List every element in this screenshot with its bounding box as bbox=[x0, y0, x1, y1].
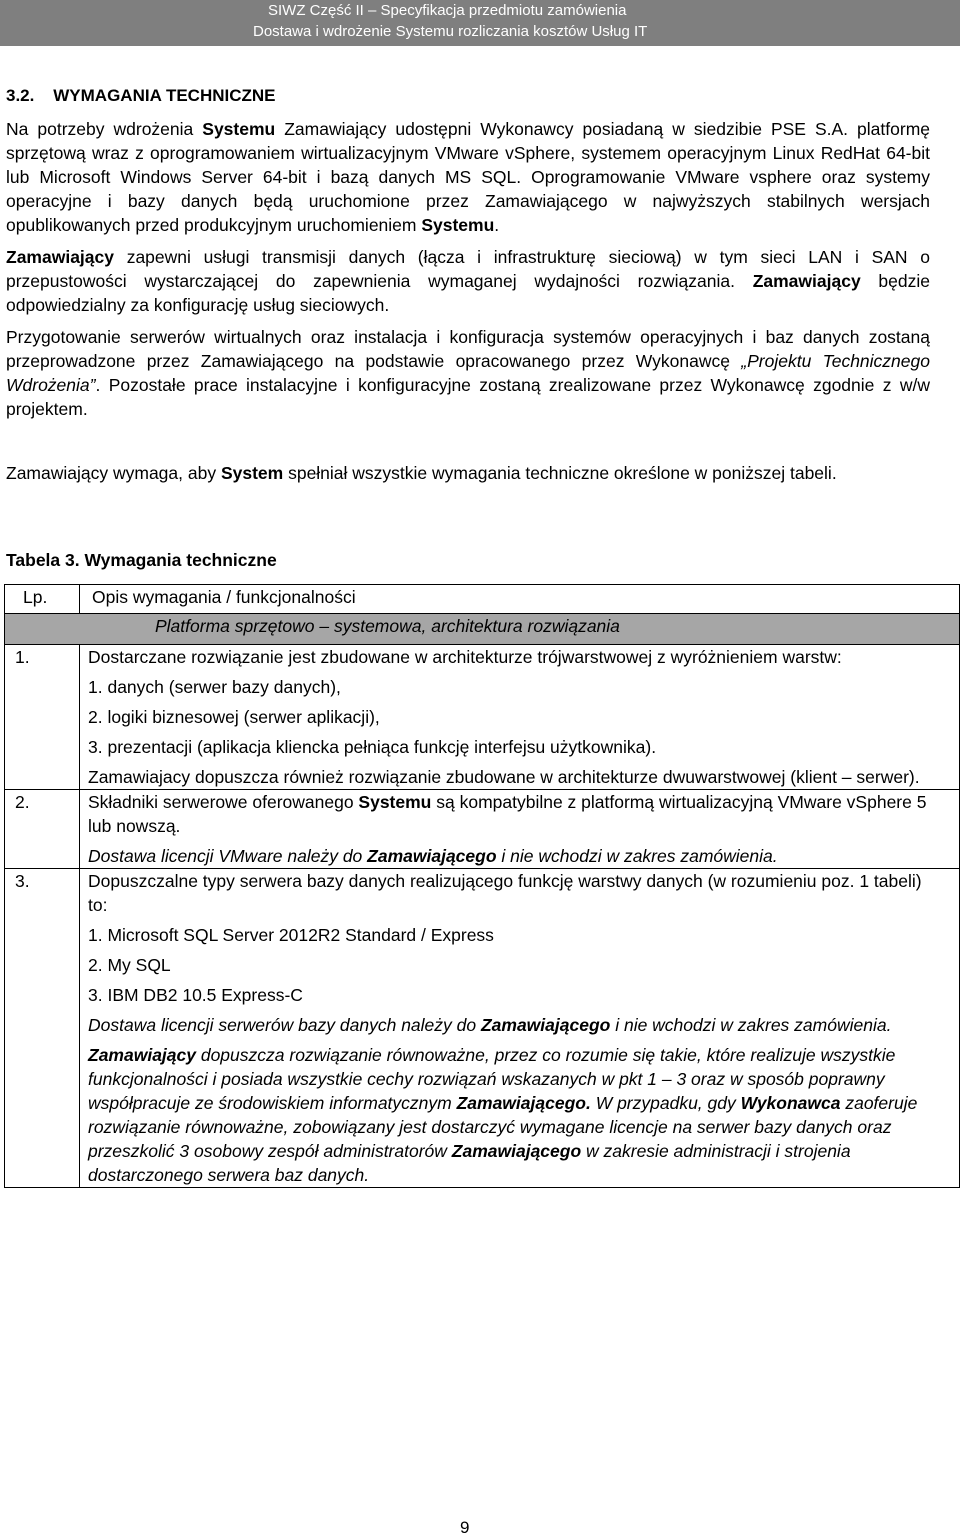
row-number: 2. bbox=[5, 790, 80, 869]
row-number: 1. bbox=[5, 645, 80, 790]
paragraph-preparation: Przygotowanie serwerów wirtualnych oraz instalacja i konfiguracja systemów operacyjnych i baz danych zostaną przeprowadzone przez Zamawiającego na podstawie opracowanego przez Wykonawcę „Projektu Technicznego Wdrożenia”. Pozostałe prace instalacyjne i konfiguracyjne zostaną zrealizowane przez Wykonawcę zgodnie z w/w projektem. bbox=[6, 327, 930, 419]
table-row bbox=[5, 790, 960, 869]
paragraph-platform: Na potrzeby wdrożenia Systemu Zamawiający udostępni Wykonawcy posiadaną w siedzibie PSE S.A. platformę sprzętową wraz z oprogramowaniem wirtualizacyjnym VMware vSphere, systemem operacyjnym Linux RedHat 64-bit lub Microsoft Windows Server 64-bit i bazą danych MS SQL. Oprogramowanie VMware vsphere oraz systemy operacyjne i bazy danych będą uruchomione przez Zamawiającego w najwyższych stabilnych wersjach opublikowanych przed produkcyjnym uruchomieniem Systemu. bbox=[6, 119, 930, 235]
document-header bbox=[0, 0, 960, 46]
requirements-table bbox=[4, 584, 960, 1188]
row-description: Składniki serwerowe oferowanego Systemu są kompatybilne z platformą wirtualizacyjną VMware vSphere 5 lub nowszą. Dostawa licencji VMware należy do Zamawiającego i nie wchodzi w zakres zamówienia. bbox=[80, 790, 960, 869]
header-subtitle: Dostawa i wdrożenie Systemu rozliczania kosztów Usług IT bbox=[253, 23, 648, 40]
paragraph-network: Zamawiający zapewni usługi transmisji danych (łącza i infrastrukturę sieciową) w tym sieci LAN i SAN o przepustowości wystarczającej do zapewnienia wymaganej wydajności rozwiązania. Zamawiający będzie odpowiedzialny za konfigurację usług sieciowych. bbox=[6, 247, 930, 315]
table-header-row bbox=[5, 585, 960, 614]
row-description: Dostarczane rozwiązanie jest zbudowane w architekturze trójwarstwowej z wyróżnieniem warstw: 1. danych (serwer bazy danych), 2. logiki biznesowej (serwer aplikacji), 3. prezentacji (aplikacja kliencka pełniąca funkcję interfejsu użytkownika). Zamawiajacy dopuszcza również rozwiązanie zbudowane w architekturze dwuwarstwowej (klient – serwer). bbox=[80, 645, 960, 790]
table-caption: Tabela 3. Wymagania techniczne bbox=[6, 550, 277, 570]
section-heading bbox=[6, 84, 276, 108]
table-group-row bbox=[5, 614, 960, 645]
section-body bbox=[6, 117, 930, 485]
column-header-description: Opis wymagania / funkcjonalności bbox=[80, 585, 960, 614]
table-row bbox=[5, 869, 960, 1188]
header-title: SIWZ Część II – Specyfikacja przedmiotu zamówienia bbox=[268, 2, 627, 19]
section-title: WYMAGANIA TECHNICZNE bbox=[53, 86, 276, 105]
row-description: Dopuszczalne typy serwera bazy danych realizującego funkcję warstwy danych (w rozumieniu poz. 1 tabeli) to: 1. Microsoft SQL Server 2012R2 Standard / Express 2. My SQL 3. IBM DB2 10.5 Express-C Dostawa licencji serwerów bazy danych należy do Zamawiającego i nie wchodzi w zakres zamówienia. Zamawiający dopuszcza rozwiązanie równoważne, przez co rozumie się takie, które realizuje wszystkie funkcjonalności i posiada wszystkie cechy rozwiązań wskazanych w pkt 1 – 3 oraz w sposób poprawny współpracuje ze środowiskiem informatycznym Zamawiającego. W przypadku, gdy Wykonawca zaoferuje rozwiązanie równoważne, zobowiązany jest dostarczyć wymagane licencje na serwer bazy danych oraz przeszkolić 3 osobowy zespół administratorów Zamawiającego w zakresie administracji i strojenia dostarczonego serwera baz danych. bbox=[80, 869, 960, 1188]
paragraph-requirements-intro: Zamawiający wymaga, aby System spełniał wszystkie wymagania techniczne określone w poniższej tabeli. bbox=[6, 463, 837, 483]
column-header-lp: Lp. bbox=[5, 585, 80, 614]
row-number: 3. bbox=[5, 869, 80, 1188]
page-number: 9 bbox=[460, 1518, 470, 1537]
section-number: 3.2. bbox=[6, 86, 35, 105]
table-row bbox=[5, 645, 960, 790]
group-label: Platforma sprzętowo – systemowa, architektura rozwiązania bbox=[5, 614, 960, 645]
